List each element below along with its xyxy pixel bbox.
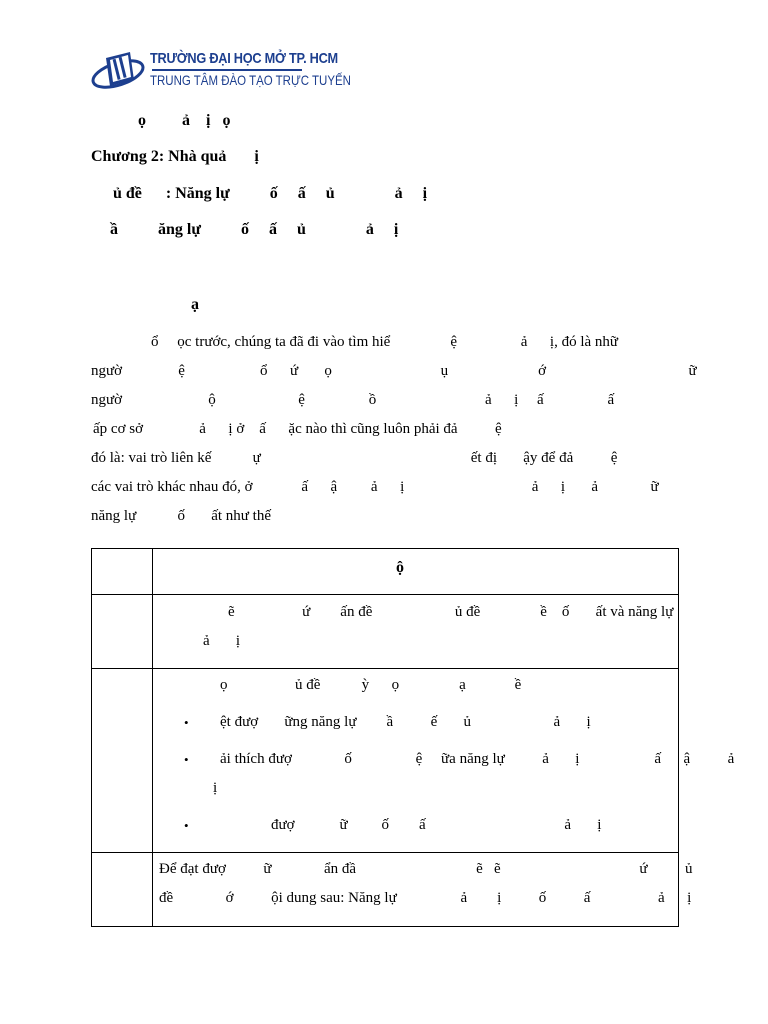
- university-logo: [88, 44, 351, 98]
- paragraph-line: năng lự ố ất như thế: [91, 508, 271, 524]
- objective-bullet: ệt đượ ững năng lự ầ ế ủ ả ị: [220, 714, 591, 730]
- bullet-icon: •: [184, 715, 189, 730]
- paragraph-line: ổ ọc trước, chúng ta đã đi vào tìm hiể ệ ả ị, đó là nhữ: [151, 334, 619, 350]
- subtopic-title: ầ ăng lự ố ấ ủ ả ị: [110, 221, 399, 238]
- objective-text: đề ớ ội dung sau: Năng lự ả ị ố ấ ả ị: [159, 890, 692, 906]
- paragraph-line: các vai trò khác nhau đó, ở ấ ậ ả ị ả ị ả ữ: [91, 479, 659, 495]
- table-row: [92, 853, 679, 927]
- book-wave-icon: [88, 44, 152, 98]
- table-cell: [153, 853, 693, 927]
- table-cell: [153, 669, 735, 853]
- paragraph-line: ngườ ộ ệ ồ ả ị ấ ấ: [91, 392, 615, 408]
- objective-bullet: ải thích đượ ố ệ ữa năng lự ả ị ấ ậ ả: [220, 751, 735, 767]
- course-title: ọ ả ị ọ: [138, 112, 231, 129]
- table-cell: [92, 549, 153, 595]
- logo-university-name: TRƯỜNG ĐẠI HỌC MỞ TP. HCM: [150, 50, 338, 67]
- table-cell: [92, 595, 153, 669]
- paragraph-line: ấp cơ sở ả ị ở ấ ặc nào thì cũng luôn phải đả ệ: [93, 421, 502, 437]
- paragraph-line: đó là: vai trò liên kế ự ết đị ậy để đả ệ: [91, 450, 618, 466]
- topic-title: ủ đề : Năng lự ố ấ ủ ả ị: [113, 185, 428, 202]
- table-cell: [153, 595, 679, 669]
- objective-bullet-cont: ị: [213, 780, 218, 796]
- objective-text: ả ị: [203, 633, 241, 649]
- objective-text: ẽ ứ ấn đề ủ đề ề ố ất và năng lự: [228, 604, 674, 620]
- objective-text: Để đạt đượ ữ ẩn đầ ẽ ẽ ứ ủ: [159, 861, 693, 877]
- table-cell: [153, 549, 679, 595]
- chapter-title: Chương 2: Nhà quả ị: [91, 148, 259, 165]
- objectives-table: [91, 548, 735, 927]
- table-row: [92, 669, 679, 853]
- paragraph-line: ngườ ệ ổ ứ ọ ụ ớ ữ: [91, 363, 697, 379]
- objective-bullet: đượ ữ ố ấ ả ị: [271, 817, 602, 833]
- table-row: [92, 549, 679, 595]
- table-cell: [92, 669, 153, 853]
- logo-center-name: TRUNG TÂM ĐÀO TẠO TRỰC TUYẾN: [150, 72, 351, 88]
- objective-intro: ọ ủ đề ỳ ọ ạ ề: [220, 677, 522, 693]
- logo-divider: [152, 69, 302, 71]
- bullet-icon: •: [184, 752, 189, 767]
- table-header: ộ: [396, 559, 404, 576]
- table-cell: [92, 853, 153, 927]
- bullet-icon: •: [184, 818, 189, 833]
- table-row: [92, 595, 679, 669]
- section-heading: ạ: [191, 296, 199, 313]
